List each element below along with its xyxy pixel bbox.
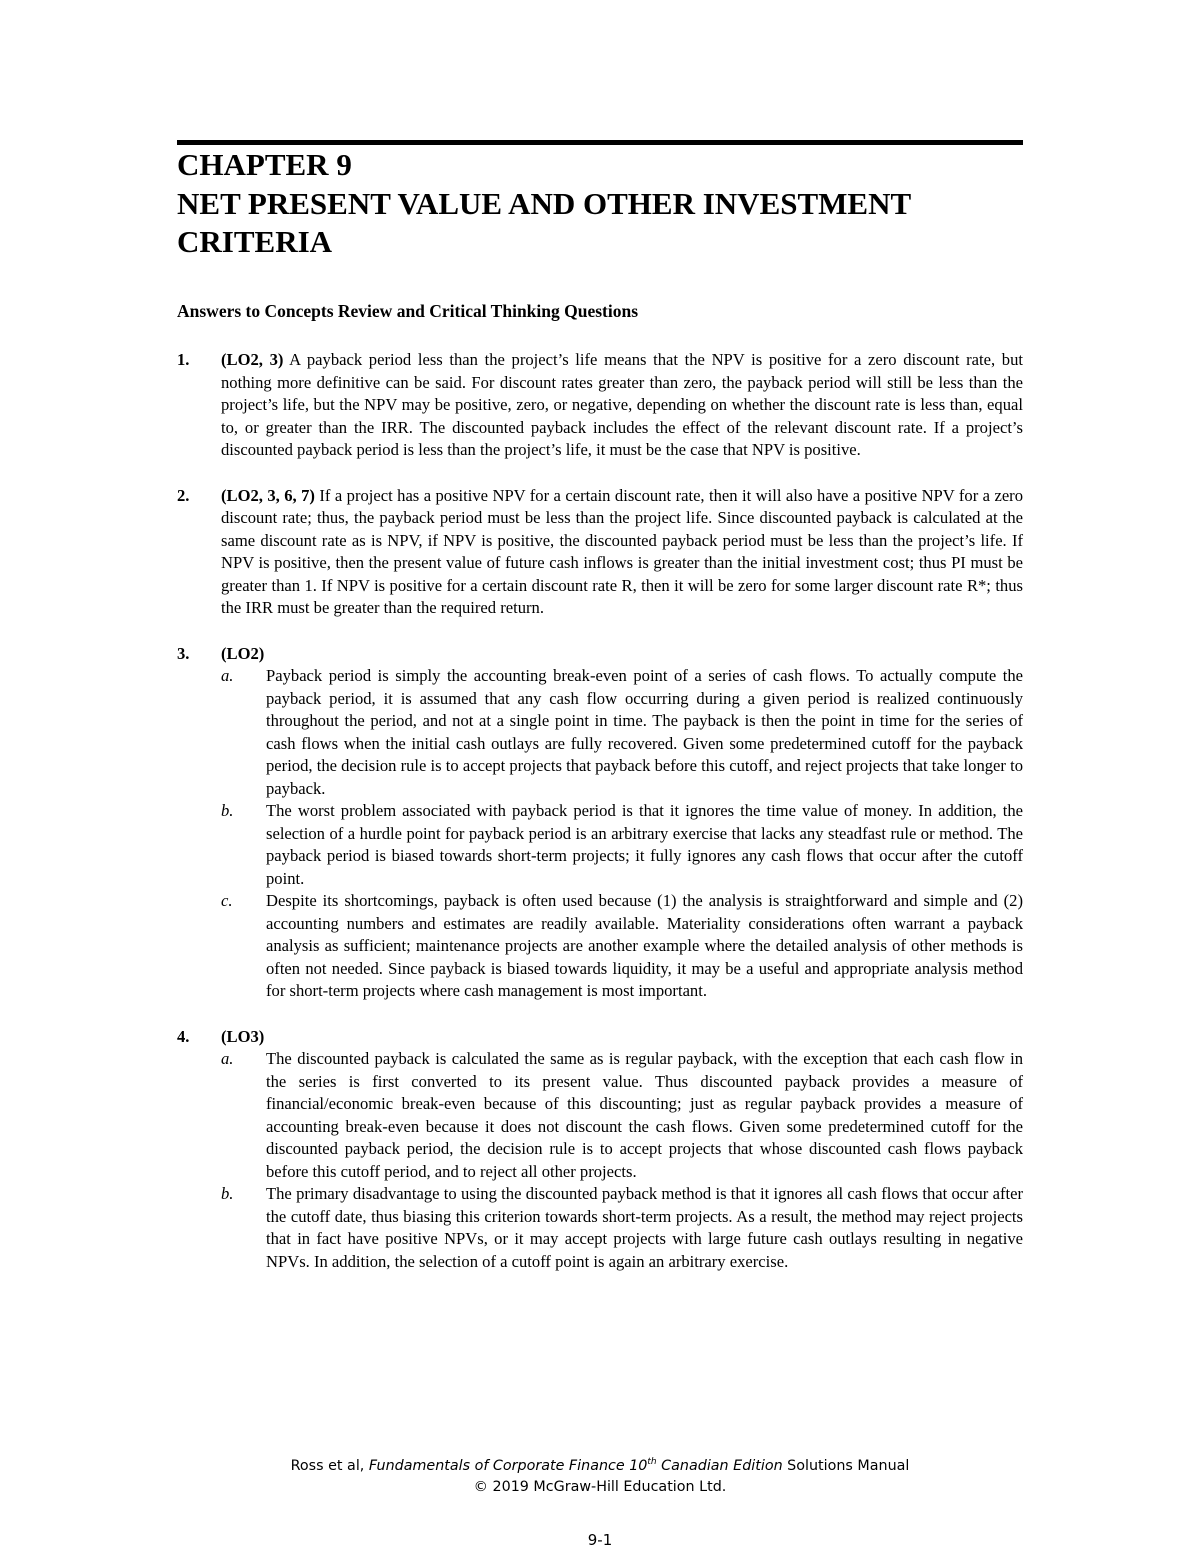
sub-answer-b [221, 1183, 1023, 1273]
sub-letter: c. [221, 891, 233, 910]
footer-edition: Canadian Edition [656, 1458, 783, 1474]
chapter-top-rule [177, 140, 1023, 145]
sub-letter: b. [221, 801, 234, 820]
answer-item-3 [177, 643, 1023, 1003]
sub-answer-a [221, 1048, 1023, 1183]
chapter-number: CHAPTER 9 [177, 147, 352, 182]
learning-objective-code: (LO2, 3) [221, 350, 284, 369]
answer-body [221, 485, 1023, 620]
item-number: 1. [177, 350, 190, 369]
footer-prefix: Ross et al, [290, 1458, 369, 1474]
learning-objective-code: (LO3) [221, 1026, 265, 1046]
answer-body [221, 349, 1023, 462]
chapter-title-line-1: NET PRESENT VALUE AND OTHER INVESTMENT [177, 185, 912, 221]
sub-answer-text: Payback period is simply the accounting break-even point of a series of cash flows. To actually compute the payback period, it is assumed that any cash flow occurring during a given period is realized continuously throughout the period, and not at a single point in time. The payback is then the point in time for the series of cash flows when the initial cash outlays are fully recovered. Given some predetermined cutoff for the payback period, the decision rule is to accept projects that payback before this cutoff, and reject projects that take longer to payback. [266, 666, 1023, 798]
footer-copyright: © 2019 McGraw-Hill Education Ltd. [473, 1479, 727, 1495]
learning-objective-code: (LO2, 3, 6, 7) [221, 485, 315, 505]
item-number: 2. [177, 485, 190, 505]
sub-answer-b [221, 800, 1023, 890]
page-footer [0, 1456, 1200, 1498]
sub-answer-a [221, 665, 1023, 800]
page-number: 9-1 [587, 1531, 613, 1549]
sub-answer-text: The primary disadvantage to using the discounted payback method is that it ignores all cash flows that occur after the cutoff date, thus biasing this criterion towards short-term projects. As a result, the method may reject projects that in fact have positive NPVs, or it may accept projects with large future cash outlays resulting in negative NPVs. In addition, the selection of a cutoff point is again an arbitrary exercise. [266, 1184, 1023, 1271]
answer-text: If a project has a positive NPV for a certain discount rate, then it will also have a positive NPV for a zero discount rate; thus, the payback period must be less than the project life. Since discounted payback is calculated at the same discount rate as is NPV, if NPV is positive, the discounted payback period must be less than the project’s life. If NPV is positive, then the present value of future cash inflows is greater than the initial investment cost; thus PI must be greater than 1. If NPV is positive for a certain discount rate R, then it will be zero for some larger discount rate R*; thus the IRR must be greater than the required return. [221, 485, 1024, 617]
sub-answer-text: Despite its shortcomings, payback is often used because (1) the analysis is straightforward and simple and (2) accounting numbers and estimates are readily available. Materiality considerations often warrant a payback analysis as sufficient; maintenance projects are another example where the detailed analysis of other methods is often not needed. Since payback is biased towards liquidity, it may be a useful and appropriate analysis method for short-term projects where cash management is most important. [266, 891, 1023, 1000]
footer-edition-superscript: th [647, 1457, 657, 1468]
answer-item-2 [177, 485, 1023, 620]
footer-citation [0, 1456, 1200, 1477]
learning-objective-code: (LO2) [221, 643, 265, 663]
chapter-title [177, 146, 1023, 262]
answer-text: A payback period less than the project’s life means that the NPV is positive for a zero discount rate, but nothing more definitive can be said. For discount rates greater than zero, the payback period will still be less than the project’s life, but the NPV may be positive, zero, or negative, depending on whether the discount rate is less than, equal to, or greater than the IRR. The discounted payback includes the effect of the relevant discount rate. If a project’s discounted payback period is less than the project’s life, it must be the case that NPV is positive. [221, 350, 1023, 459]
answer-item-4 [177, 1026, 1023, 1274]
answers-list [177, 349, 1023, 1296]
footer-book-title: Fundamentals of Corporate Finance 10 [368, 1458, 648, 1474]
sub-letter: b. [221, 1184, 234, 1203]
footer-suffix: Solutions Manual [782, 1458, 910, 1474]
sub-answer-text: The discounted payback is calculated the same as is regular payback, with the exception that each cash flow in the series is first converted to its present value. Thus discounted payback provides a measure of financial/economic break-even because of this discounting; just as regular payback provides a measure of accounting break-even because it does not discount the cash flows. Given some predetermined cutoff for the discounted payback period, the decision rule is to accept projects that whose discounted cash flows payback before this cutoff period, and to reject all other projects. [266, 1049, 1023, 1181]
section-heading: Answers to Concepts Review and Critical Thinking Questions [177, 301, 639, 321]
answer-item-1 [177, 349, 1023, 462]
item-number: 3. [177, 643, 190, 663]
sub-answer-c [221, 890, 1023, 1003]
chapter-title-line-2: CRITERIA [177, 224, 333, 259]
sub-letter: a. [221, 666, 234, 685]
item-number: 4. [177, 1026, 190, 1046]
sub-letter: a. [221, 1049, 234, 1068]
sub-answer-text: The worst problem associated with payback period is that it ignores the time value of money. In addition, the selection of a hurdle point for payback period is an arbitrary exercise that lacks any steadfast rule or method. The payback period is biased towards short-term projects; it fully ignores any cash flows that occur after the cutoff point. [266, 801, 1023, 888]
